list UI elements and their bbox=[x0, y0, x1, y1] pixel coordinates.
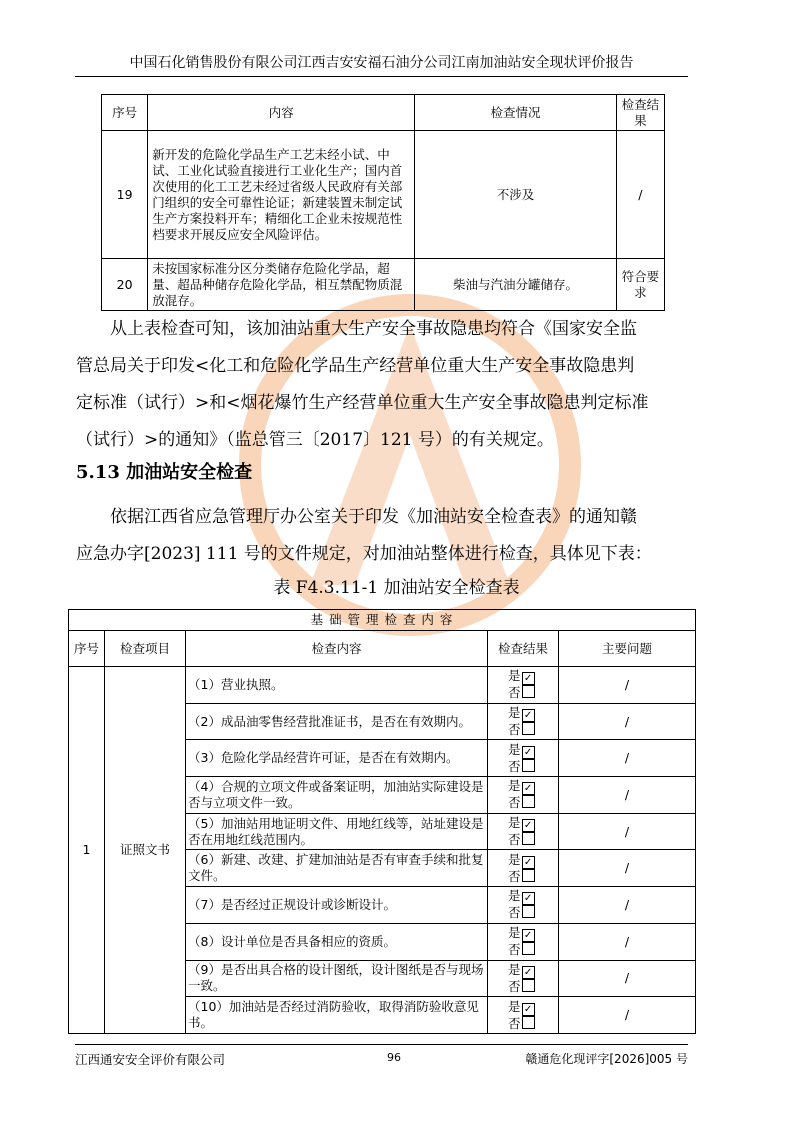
page-number: 96 bbox=[387, 1051, 401, 1064]
check-item: 证照文书 bbox=[105, 667, 186, 1034]
main-problem: / bbox=[559, 850, 696, 887]
check-content: （4）合规的立项文件或备案证明，加油站实际建设是否与立项文件一致。 bbox=[186, 777, 488, 814]
intro-line-1: 依据江西省应急管理厅办公室关于印发《加油站安全检查表》的通知赣 bbox=[110, 507, 637, 527]
yes-label: 是 bbox=[508, 741, 521, 757]
col-header-item: 检查项目 bbox=[105, 631, 186, 667]
checked-box-icon: ✓ bbox=[522, 1003, 535, 1016]
check-content: （2）成品油零售经营批准证书，是否在有效期内。 bbox=[186, 703, 488, 740]
safety-check-table bbox=[68, 609, 696, 1034]
check-content: （5）加油站用地证明文件、用地红线等，站址建设是否在用地红线范围内。 bbox=[186, 813, 488, 850]
yes-label: 是 bbox=[508, 925, 521, 941]
no-label: 否 bbox=[508, 868, 521, 884]
table-row bbox=[102, 259, 665, 311]
checked-box-icon: ✓ bbox=[522, 856, 535, 869]
checked-box-icon: ✓ bbox=[522, 782, 535, 795]
empty-box-icon bbox=[522, 942, 535, 955]
empty-box-icon bbox=[522, 832, 535, 845]
row-no: 19 bbox=[102, 131, 148, 259]
checked-box-icon: ✓ bbox=[522, 819, 535, 832]
main-problem: / bbox=[559, 667, 696, 704]
empty-box-icon bbox=[522, 795, 535, 808]
document-number: 赣通危化现评字[2026]005 号 bbox=[525, 1052, 688, 1066]
empty-box-icon bbox=[522, 685, 535, 698]
table-row bbox=[69, 667, 696, 704]
check-result bbox=[488, 777, 559, 814]
check-result bbox=[488, 887, 559, 924]
row-situation: 不涉及 bbox=[415, 131, 616, 259]
no-label: 否 bbox=[508, 832, 521, 848]
checked-box-icon: ✓ bbox=[522, 746, 535, 759]
check-result bbox=[488, 703, 559, 740]
section-no: 1 bbox=[69, 667, 105, 1034]
row-content: 未按国家标准分区分类储存危险化学品，超量、超品种储存危险化学品，相互禁配物质混放混存。 bbox=[148, 259, 415, 311]
row-no: 20 bbox=[102, 259, 148, 311]
group-title: 基 础 管 理 检 查 内 容 bbox=[69, 610, 696, 631]
empty-box-icon bbox=[522, 869, 535, 882]
col-header-situation: 检查情况 bbox=[415, 95, 616, 131]
col-header-no: 序号 bbox=[69, 631, 105, 667]
col-header-problem: 主要问题 bbox=[559, 631, 696, 667]
main-problem: / bbox=[559, 777, 696, 814]
check-content: （7）是否经过正规设计或诊断设计。 bbox=[186, 887, 488, 924]
intro-line-2: 应急办字[2023] 111 号的文件规定，对加油站整体进行检查，具体见下表： bbox=[76, 544, 652, 564]
checked-box-icon: ✓ bbox=[522, 929, 535, 942]
main-problem: / bbox=[559, 923, 696, 960]
check-content: （6）新建、改建、扩建加油站是否有审查手续和批复文件。 bbox=[186, 850, 488, 887]
conclusion-line-1: 从上表检查可知，该加油站重大生产安全事故隐患均符合《国家安全监 bbox=[110, 319, 637, 339]
main-problem: / bbox=[559, 813, 696, 850]
check-content: （3）危险化学品经营许可证，是否在有效期内。 bbox=[186, 740, 488, 777]
check-result bbox=[488, 813, 559, 850]
no-label: 否 bbox=[508, 722, 521, 738]
check-result bbox=[488, 740, 559, 777]
main-problem: / bbox=[559, 887, 696, 924]
col-header-result: 检查结果 bbox=[616, 95, 664, 131]
yes-label: 是 bbox=[508, 815, 521, 831]
check-content: （8）设计单位是否具备相应的资质。 bbox=[186, 923, 488, 960]
footer-divider bbox=[75, 1044, 688, 1045]
row-content: 新开发的危险化学品生产工艺未经小试、中试、工业化试验直接进行工业化生产；国内首次使用的化工工艺未经过省级人民政府有关部门组织的安全可靠性论证；新建装置未制定试生产方案投料开车；精细化工企业未按规范性档要求开展反应安全风险评估。 bbox=[148, 131, 415, 259]
check-content: （10）加油站是否经过消防验收，取得消防验收意见书。 bbox=[186, 997, 488, 1034]
empty-box-icon bbox=[522, 979, 535, 992]
main-problem: / bbox=[559, 740, 696, 777]
col-header-result: 检查结果 bbox=[488, 631, 559, 667]
empty-box-icon bbox=[522, 1016, 535, 1029]
conclusion-line-3: 定标准（试行）>和<烟花爆竹生产经营单位重大生产安全事故隐患判定标准 bbox=[76, 393, 649, 413]
yes-label: 是 bbox=[508, 851, 521, 867]
no-label: 否 bbox=[508, 905, 521, 921]
checked-box-icon: ✓ bbox=[522, 966, 535, 979]
yes-label: 是 bbox=[508, 888, 521, 904]
check-result bbox=[488, 667, 559, 704]
no-label: 否 bbox=[508, 795, 521, 811]
checked-box-icon: ✓ bbox=[522, 672, 535, 685]
yes-label: 是 bbox=[508, 778, 521, 794]
table-row bbox=[102, 131, 665, 259]
yes-label: 是 bbox=[508, 668, 521, 684]
main-problem: / bbox=[559, 997, 696, 1034]
check-result bbox=[488, 997, 559, 1034]
check-result bbox=[488, 960, 559, 997]
no-label: 否 bbox=[508, 758, 521, 774]
main-problem: / bbox=[559, 703, 696, 740]
section-heading: 5.13 加油站安全检查 bbox=[76, 462, 253, 483]
empty-box-icon bbox=[522, 905, 535, 918]
footer-company: 江西通安安全评价有限公司 bbox=[75, 1052, 226, 1067]
table-caption: 表 F4.3.11-1 加油站安全检查表 bbox=[273, 578, 520, 598]
yes-label: 是 bbox=[508, 705, 521, 721]
no-label: 否 bbox=[508, 978, 521, 994]
row-situation: 柴油与汽油分罐储存。 bbox=[415, 259, 616, 311]
row-result: / bbox=[616, 131, 664, 259]
empty-box-icon bbox=[522, 759, 535, 772]
checked-box-icon: ✓ bbox=[522, 892, 535, 905]
no-label: 否 bbox=[508, 1015, 521, 1031]
checked-box-icon: ✓ bbox=[522, 709, 535, 722]
main-problem: / bbox=[559, 960, 696, 997]
check-content: （9）是否出具合格的设计图纸，设计图纸是否与现场一致。 bbox=[186, 960, 488, 997]
check-result bbox=[488, 923, 559, 960]
yes-label: 是 bbox=[508, 998, 521, 1014]
check-content: （1）营业执照。 bbox=[186, 667, 488, 704]
yes-label: 是 bbox=[508, 961, 521, 977]
col-header-content: 检查内容 bbox=[186, 631, 488, 667]
col-header-no: 序号 bbox=[102, 95, 148, 131]
header-divider bbox=[75, 76, 688, 77]
row-result: 符合要求 bbox=[616, 259, 664, 311]
hazard-table bbox=[101, 94, 665, 311]
no-label: 否 bbox=[508, 685, 521, 701]
empty-box-icon bbox=[522, 722, 535, 735]
conclusion-line-2: 管总局关于印发<化工和危险化学品生产经营单位重大生产安全事故隐患判 bbox=[76, 356, 635, 376]
conclusion-line-4: （试行）>的通知》（监总管三〔2017〕121 号）的有关规定。 bbox=[76, 430, 554, 450]
no-label: 否 bbox=[508, 942, 521, 958]
page-header: 中国石化销售股份有限公司江西吉安安福石油分公司江南加油站安全现状评价报告 bbox=[129, 55, 634, 71]
check-result bbox=[488, 850, 559, 887]
col-header-content: 内容 bbox=[148, 95, 415, 131]
